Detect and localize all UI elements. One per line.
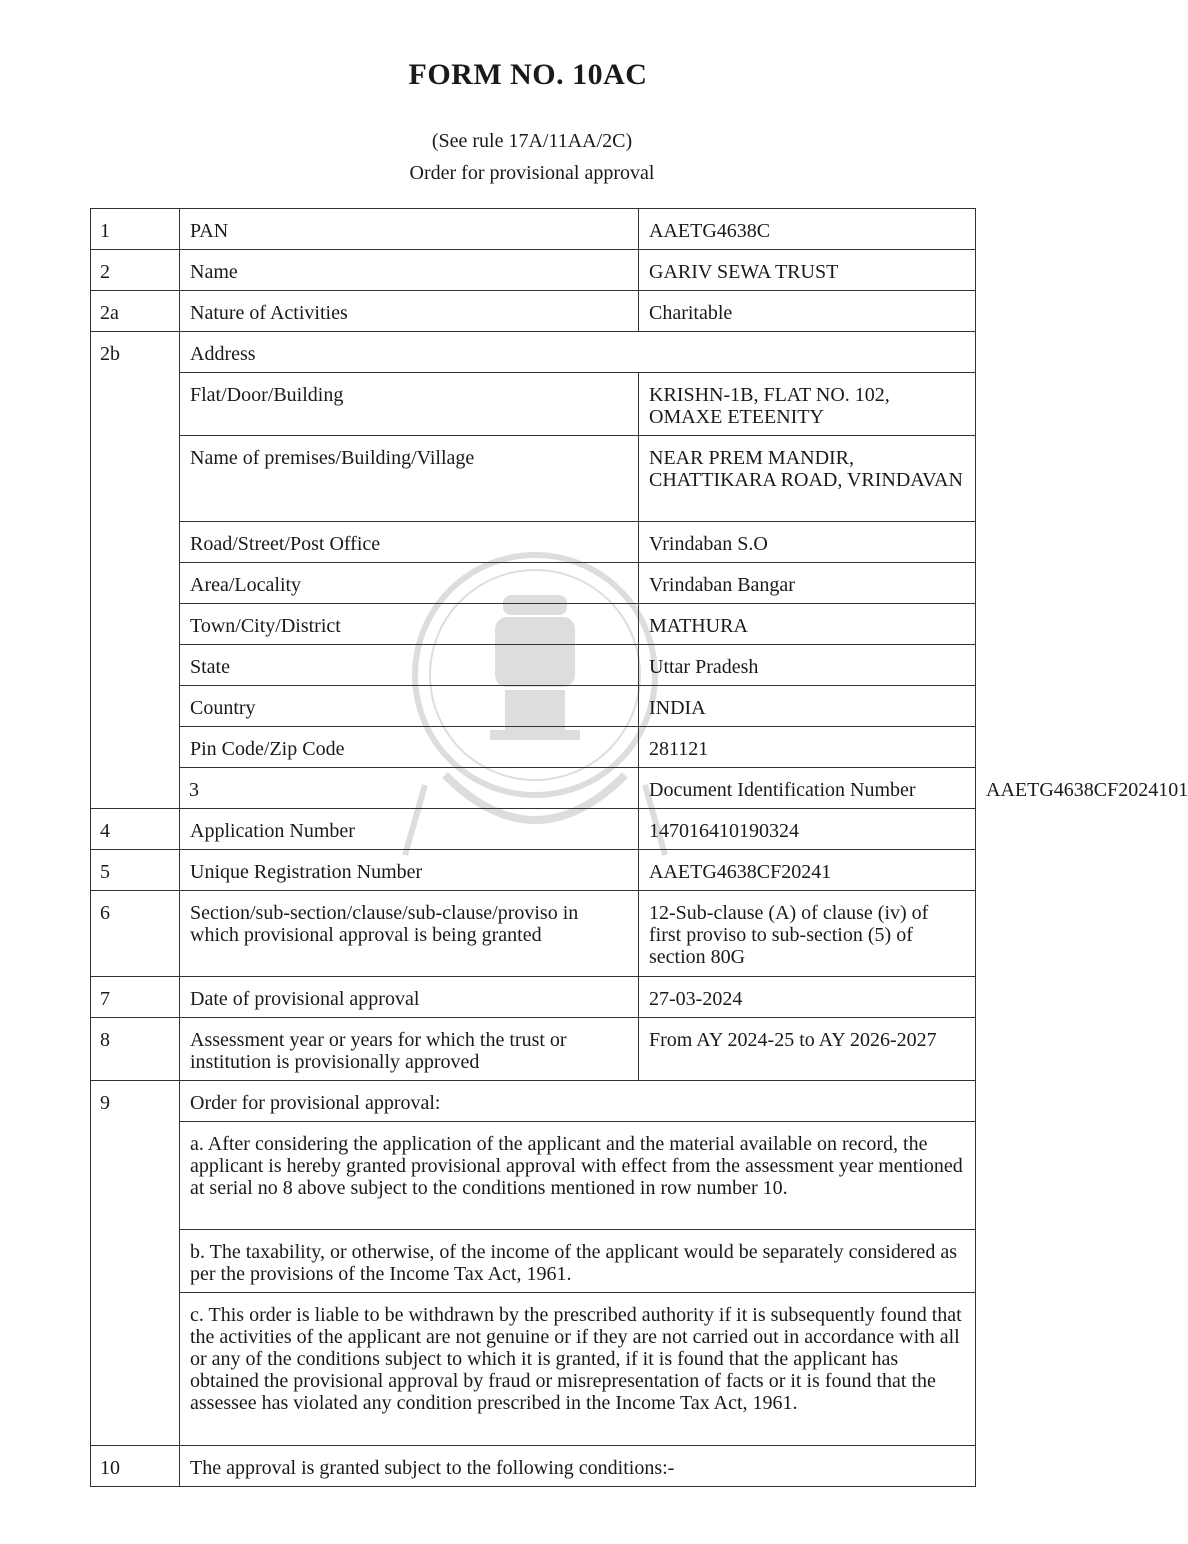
- row-country: [91, 686, 976, 727]
- serial-number: 8: [91, 1018, 180, 1081]
- field-label: Date of provisional approval: [180, 977, 639, 1018]
- row-unique-registration: [91, 850, 976, 891]
- field-label: Town/City/District: [180, 604, 639, 645]
- field-value: 147016410190324: [639, 809, 976, 850]
- field-label: Order for provisional approval:: [180, 1081, 976, 1122]
- field-value: 12-Sub-clause (A) of clause (iv) of first proviso to sub-section (5) of section 80G: [639, 891, 976, 977]
- row-name: [91, 250, 976, 291]
- row-premises: [91, 436, 976, 522]
- row-section: [91, 891, 976, 977]
- field-label: Country: [180, 686, 639, 727]
- serial-number: 3: [180, 768, 639, 809]
- field-value: INDIA: [639, 686, 976, 727]
- serial-number: 9: [91, 1081, 180, 1446]
- form-title: FORM NO. 10AC: [408, 58, 648, 91]
- field-label: Name: [180, 250, 639, 291]
- form-table: [90, 208, 1188, 1487]
- row-flat-door-building: [91, 373, 976, 436]
- field-label: Nature of Activities: [180, 291, 639, 332]
- field-value: NEAR PREM MANDIR, CHATTIKARA ROAD, VRINDAVAN: [639, 436, 976, 522]
- field-value: AAETG4638CF20241: [639, 850, 976, 891]
- serial-number: 6: [91, 891, 180, 977]
- form-subtitle: Order for provisional approval: [409, 162, 655, 184]
- field-label: Unique Registration Number: [180, 850, 639, 891]
- serial-number: 1: [91, 209, 180, 250]
- row-order: [91, 1081, 976, 1122]
- field-label: Name of premises/Building/Village: [180, 436, 639, 522]
- field-label: Address: [180, 332, 976, 373]
- field-label: State: [180, 645, 639, 686]
- row-pan: [91, 209, 976, 250]
- field-label: Application Number: [180, 809, 639, 850]
- order-paragraph-b: b. The taxability, or otherwise, of the income of the applicant would be separately considered as per the provisions of the Income Tax Act, 1961.: [180, 1230, 976, 1293]
- serial-number: 2: [91, 250, 180, 291]
- field-label: The approval is granted subject to the following conditions:-: [180, 1446, 976, 1487]
- field-label: Road/Street/Post Office: [180, 522, 639, 563]
- field-label: PAN: [180, 209, 639, 250]
- field-label: Document Identification Number: [639, 768, 976, 809]
- row-nature-of-activities: [91, 291, 976, 332]
- field-value: 27-03-2024: [639, 977, 976, 1018]
- order-paragraph-a: a. After considering the application of the applicant and the material available on record, the applicant is hereby granted provisional approval with effect from the assessment year mentioned at serial no 8 above subject to the conditions mentioned in row number 10.: [180, 1122, 976, 1230]
- field-label: Section/sub-section/clause/sub-clause/proviso in which provisional approval is being granted: [180, 891, 639, 977]
- row-application-number: [91, 809, 976, 850]
- row-address: [91, 332, 976, 373]
- field-value: Uttar Pradesh: [639, 645, 976, 686]
- field-value: KRISHN-1B, FLAT NO. 102, OMAXE ETEENITY: [639, 373, 976, 436]
- field-value: From AY 2024-25 to AY 2026-2027: [639, 1018, 976, 1081]
- row-state: [91, 645, 976, 686]
- field-label: Assessment year or years for which the trust or institution is provisionally approved: [180, 1018, 639, 1081]
- row-order-para-c: [91, 1293, 976, 1446]
- serial-number: 10: [91, 1446, 180, 1487]
- row-town-city: [91, 604, 976, 645]
- row-order-para-a: [91, 1122, 976, 1230]
- rule-reference: (See rule 17A/11AA/2C): [431, 130, 633, 152]
- field-value: Vrindaban Bangar: [639, 563, 976, 604]
- field-value: GARIV SEWA TRUST: [639, 250, 976, 291]
- order-paragraph-c: c. This order is liable to be withdrawn by the prescribed authority if it is subsequently found that the activities of the applicant are not genuine or if they are not carried out in accordance with all or any of the conditions subject to which it is granted, if it is found that the applicant has obtained the provisional approval by fraud or misrepresentation of facts or it is found that the assessee has violated any condition prescribed in the Income Tax Act, 1961.: [180, 1293, 976, 1446]
- row-road-street: [91, 522, 976, 563]
- row-assessment-year: [91, 1018, 976, 1081]
- row-document-identification: 3 Document Identification Number AAETG4638CF2024101: [91, 768, 976, 809]
- serial-number: 7: [91, 977, 180, 1018]
- row-order-para-b: [91, 1230, 976, 1293]
- field-value: AAETG4638C: [639, 209, 976, 250]
- row-pin-code: [91, 727, 976, 768]
- field-value: 281121: [639, 727, 976, 768]
- field-value: Charitable: [639, 291, 976, 332]
- row-date-provisional-approval: [91, 977, 976, 1018]
- field-value: MATHURA: [639, 604, 976, 645]
- field-label: Flat/Door/Building: [180, 373, 639, 436]
- serial-number: 2a: [91, 291, 180, 332]
- serial-number: 4: [91, 809, 180, 850]
- field-label: Pin Code/Zip Code: [180, 727, 639, 768]
- row-conditions: [91, 1446, 976, 1487]
- serial-number: 5: [91, 850, 180, 891]
- field-value: Vrindaban S.O: [639, 522, 976, 563]
- serial-number: 2b: [91, 332, 180, 809]
- field-label: Area/Locality: [180, 563, 639, 604]
- row-area-locality: [91, 563, 976, 604]
